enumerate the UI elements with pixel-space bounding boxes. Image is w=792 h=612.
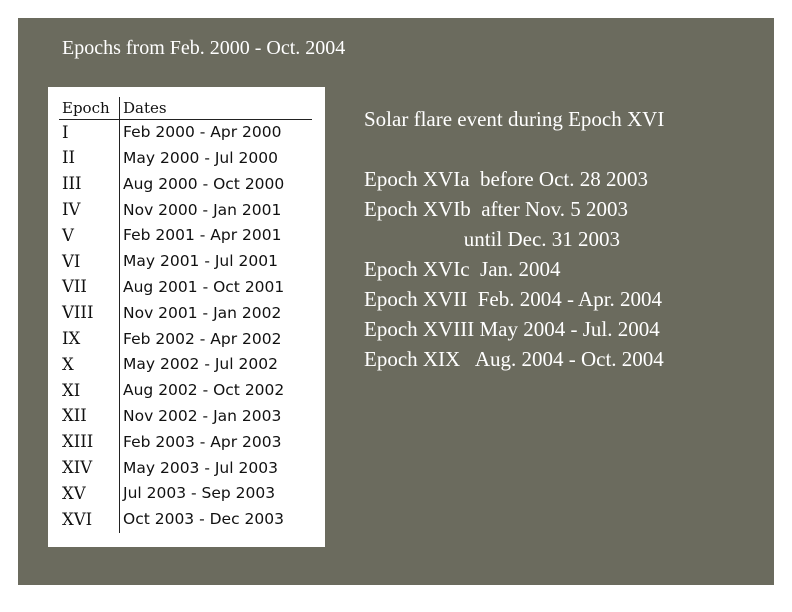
table-row <box>59 120 312 146</box>
epoch-table-card <box>48 87 325 547</box>
table-row <box>59 172 312 198</box>
epoch-cell: XII <box>59 404 120 430</box>
epoch-cell: XIV <box>59 455 120 481</box>
epoch-cell: XV <box>59 481 120 507</box>
slide-title: Epochs from Feb. 2000 - Oct. 2004 <box>62 37 346 59</box>
info-heading: Solar flare event during Epoch XVI <box>364 107 665 131</box>
info-line: Epoch XVII Feb. 2004 - Apr. 2004 <box>364 287 663 311</box>
table-row <box>59 430 312 456</box>
epoch-cell: IX <box>59 326 120 352</box>
table-row <box>59 404 312 430</box>
epoch-cell: I <box>59 120 120 146</box>
dates-cell: Nov 2000 - Jan 2001 <box>123 200 282 219</box>
dates-cell: Feb 2002 - Apr 2002 <box>123 329 282 348</box>
info-line: Epoch XVIc Jan. 2004 <box>364 257 561 281</box>
dates-cell: Feb 2000 - Apr 2000 <box>123 123 282 142</box>
column-header-dates: Dates <box>120 97 313 120</box>
table-row <box>59 481 312 507</box>
table-row <box>59 197 312 223</box>
epoch-cell: VIII <box>59 301 120 327</box>
dates-cell: Jul 2003 - Sep 2003 <box>123 484 276 503</box>
info-spacer <box>364 134 664 164</box>
epoch-cell: V <box>59 223 120 249</box>
dates-cell: Aug 2000 - Oct 2000 <box>123 174 285 193</box>
dates-cell: May 2003 - Jul 2003 <box>123 458 278 477</box>
table-row <box>59 352 312 378</box>
dates-cell: Feb 2001 - Apr 2001 <box>123 226 282 245</box>
table-row <box>59 378 312 404</box>
epoch-cell: IV <box>59 197 120 223</box>
epoch-cell: VI <box>59 249 120 275</box>
dates-cell: May 2000 - Jul 2000 <box>123 148 278 167</box>
table-row <box>59 275 312 301</box>
dates-cell: Nov 2002 - Jan 2003 <box>123 406 282 425</box>
epoch-cell: VII <box>59 275 120 301</box>
dates-cell: Nov 2001 - Jan 2002 <box>123 303 282 322</box>
table-row <box>59 326 312 352</box>
column-header-epoch: Epoch <box>59 97 120 120</box>
dates-cell: Aug 2002 - Oct 2002 <box>123 381 285 400</box>
dates-cell: May 2002 - Jul 2002 <box>123 355 278 374</box>
dates-cell: Aug 2001 - Oct 2001 <box>123 277 285 296</box>
epoch-cell: XI <box>59 378 120 404</box>
epoch-table <box>59 97 312 533</box>
table-row <box>59 301 312 327</box>
info-line: Epoch XVIa before Oct. 28 2003 <box>364 167 648 191</box>
epoch-cell: XIII <box>59 430 120 456</box>
epoch-cell: III <box>59 172 120 198</box>
table-header-row <box>59 97 312 120</box>
table-row <box>59 249 312 275</box>
table-row <box>59 455 312 481</box>
info-line: until Dec. 31 2003 <box>364 227 621 251</box>
info-line: Epoch XVIII May 2004 - Jul. 2004 <box>364 317 660 341</box>
solar-flare-info <box>364 104 664 374</box>
table-row <box>59 223 312 249</box>
info-line: Epoch XVIb after Nov. 5 2003 <box>364 197 628 221</box>
epoch-cell: XVI <box>59 507 120 533</box>
epoch-cell: II <box>59 146 120 172</box>
info-line: Epoch XIX Aug. 2004 - Oct. 2004 <box>364 347 664 371</box>
dates-cell: Oct 2003 - Dec 2003 <box>123 510 284 529</box>
dates-cell: Feb 2003 - Apr 2003 <box>123 432 282 451</box>
slide <box>18 18 774 585</box>
table-row <box>59 507 312 533</box>
dates-cell: May 2001 - Jul 2001 <box>123 252 278 271</box>
epoch-cell: X <box>59 352 120 378</box>
table-row <box>59 146 312 172</box>
